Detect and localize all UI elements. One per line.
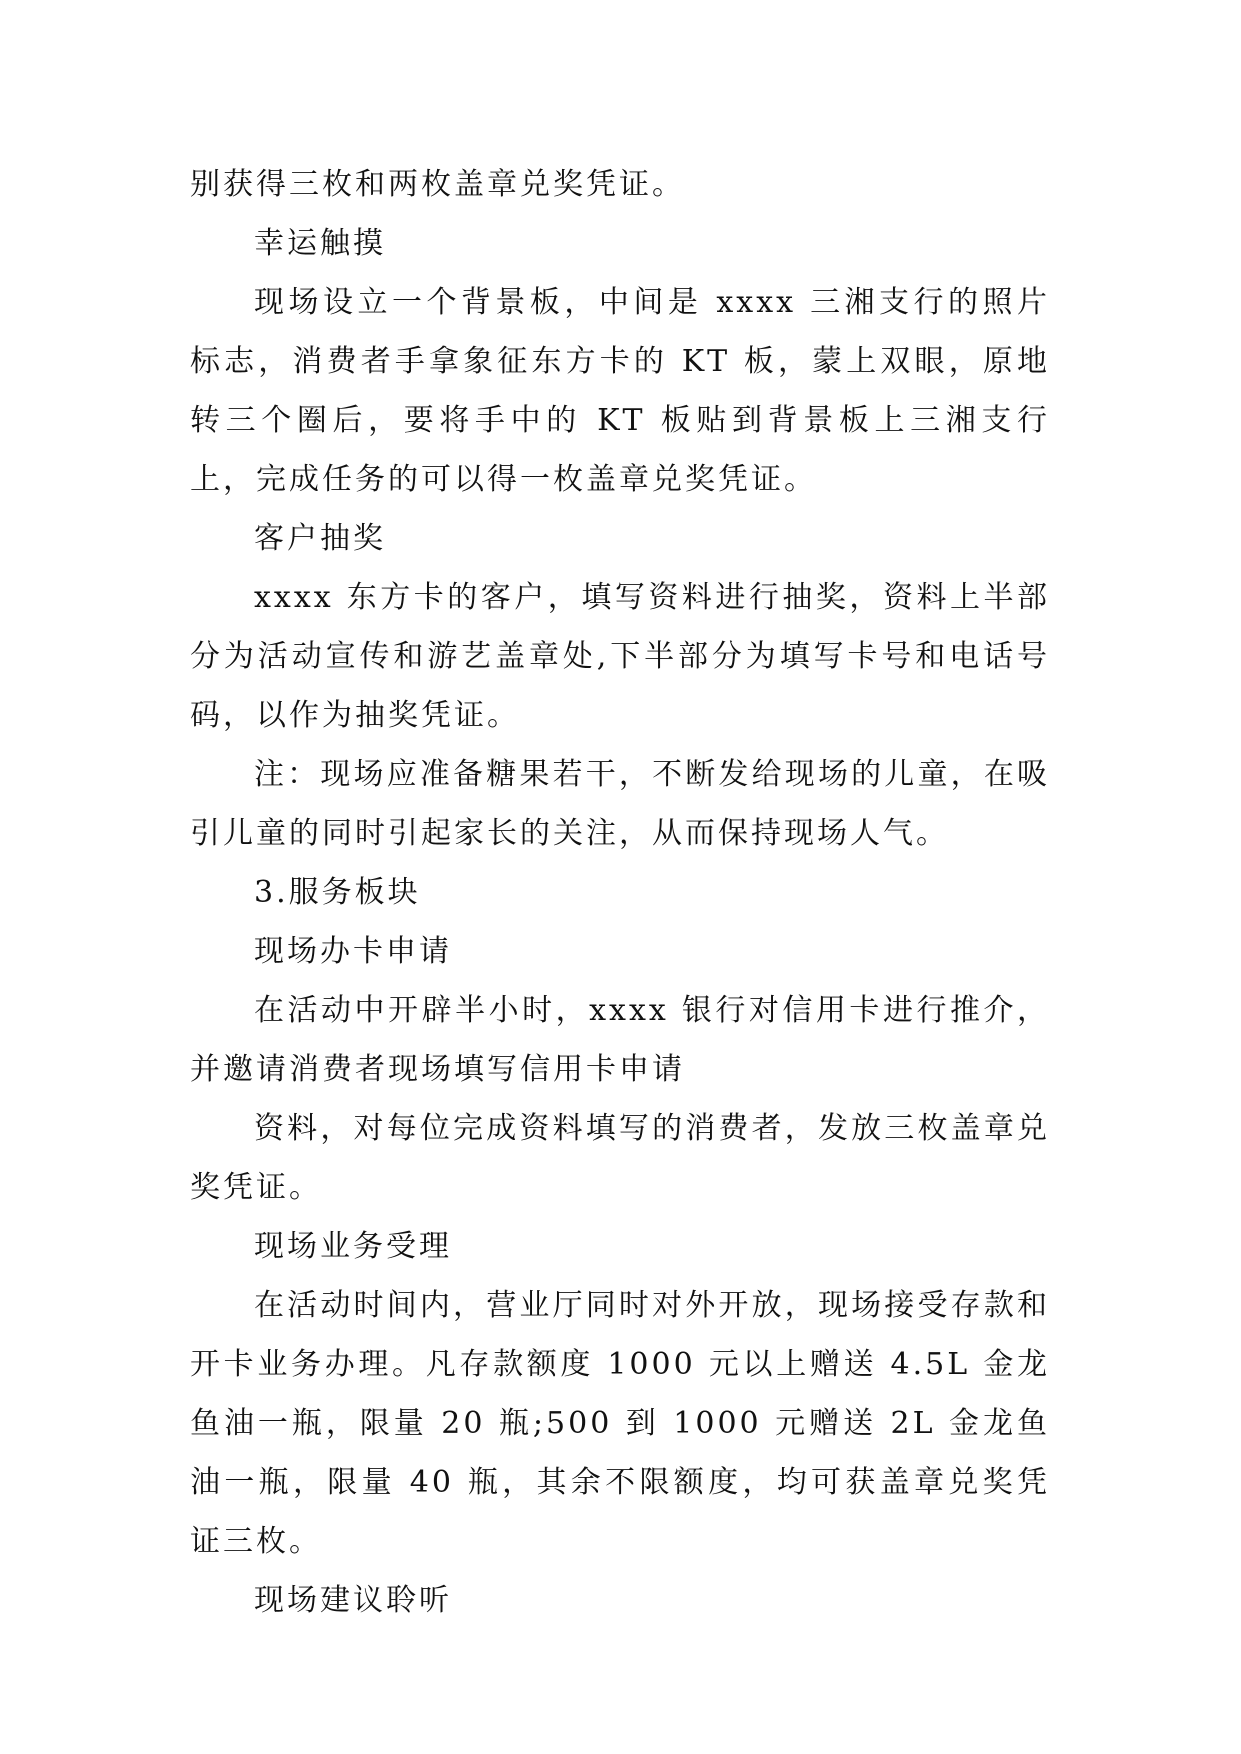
paragraph-customer-lottery: xxxx 东方卡的客户，填写资料进行抽奖，资料上半部分为活动宣传和游艺盖章处,下半部分为填写卡号和电话号码，以作为抽奖凭证。	[190, 580, 1050, 733]
paragraph-lucky-touch: 现场设立一个背景板，中间是 xxxx 三湘支行的照片标志，消费者手拿象征东方卡的 KT 板，蒙上双眼，原地转三个圈后，要将手中的 KT 板贴到背景板上三湘支行上，完成任务的可以得一枚盖章兑奖凭证。	[190, 285, 1050, 497]
paragraph-continuation: 别获得三枚和两枚盖章兑奖凭证。	[190, 167, 685, 202]
document-body	[190, 155, 1050, 1630]
paragraph-note: 注：现场应准备糖果若干，不断发给现场的儿童，在吸引儿童的同时引起家长的关注，从而保持现场人气。	[190, 757, 1050, 851]
heading-business-handling: 现场业务受理	[254, 1229, 452, 1264]
paragraph-card-application-reward: 资料，对每位完成资料填写的消费者，发放三枚盖章兑奖凭证。	[190, 1111, 1050, 1205]
paragraph-card-application: 在活动中开辟半小时，xxxx 银行对信用卡进行推介，并邀请消费者现场填写信用卡申请	[190, 993, 1050, 1087]
heading-lucky-touch: 幸运触摸	[254, 226, 386, 261]
paragraph-business-handling: 在活动时间内，营业厅同时对外开放，现场接受存款和开卡业务办理。凡存款额度 1000 元以上赠送 4.5L 金龙鱼油一瓶，限量 20 瓶;500 到 1000 元赠送 2L 金龙鱼油一瓶，限量 40 瓶，其余不限额度，均可获盖章兑奖凭证三枚。	[190, 1288, 1050, 1559]
heading-customer-lottery: 客户抽奖	[254, 521, 386, 556]
heading-service-section: 3.服务板块	[254, 875, 421, 910]
heading-advice-listening: 现场建议聆听	[254, 1583, 452, 1618]
heading-card-application: 现场办卡申请	[254, 934, 452, 969]
